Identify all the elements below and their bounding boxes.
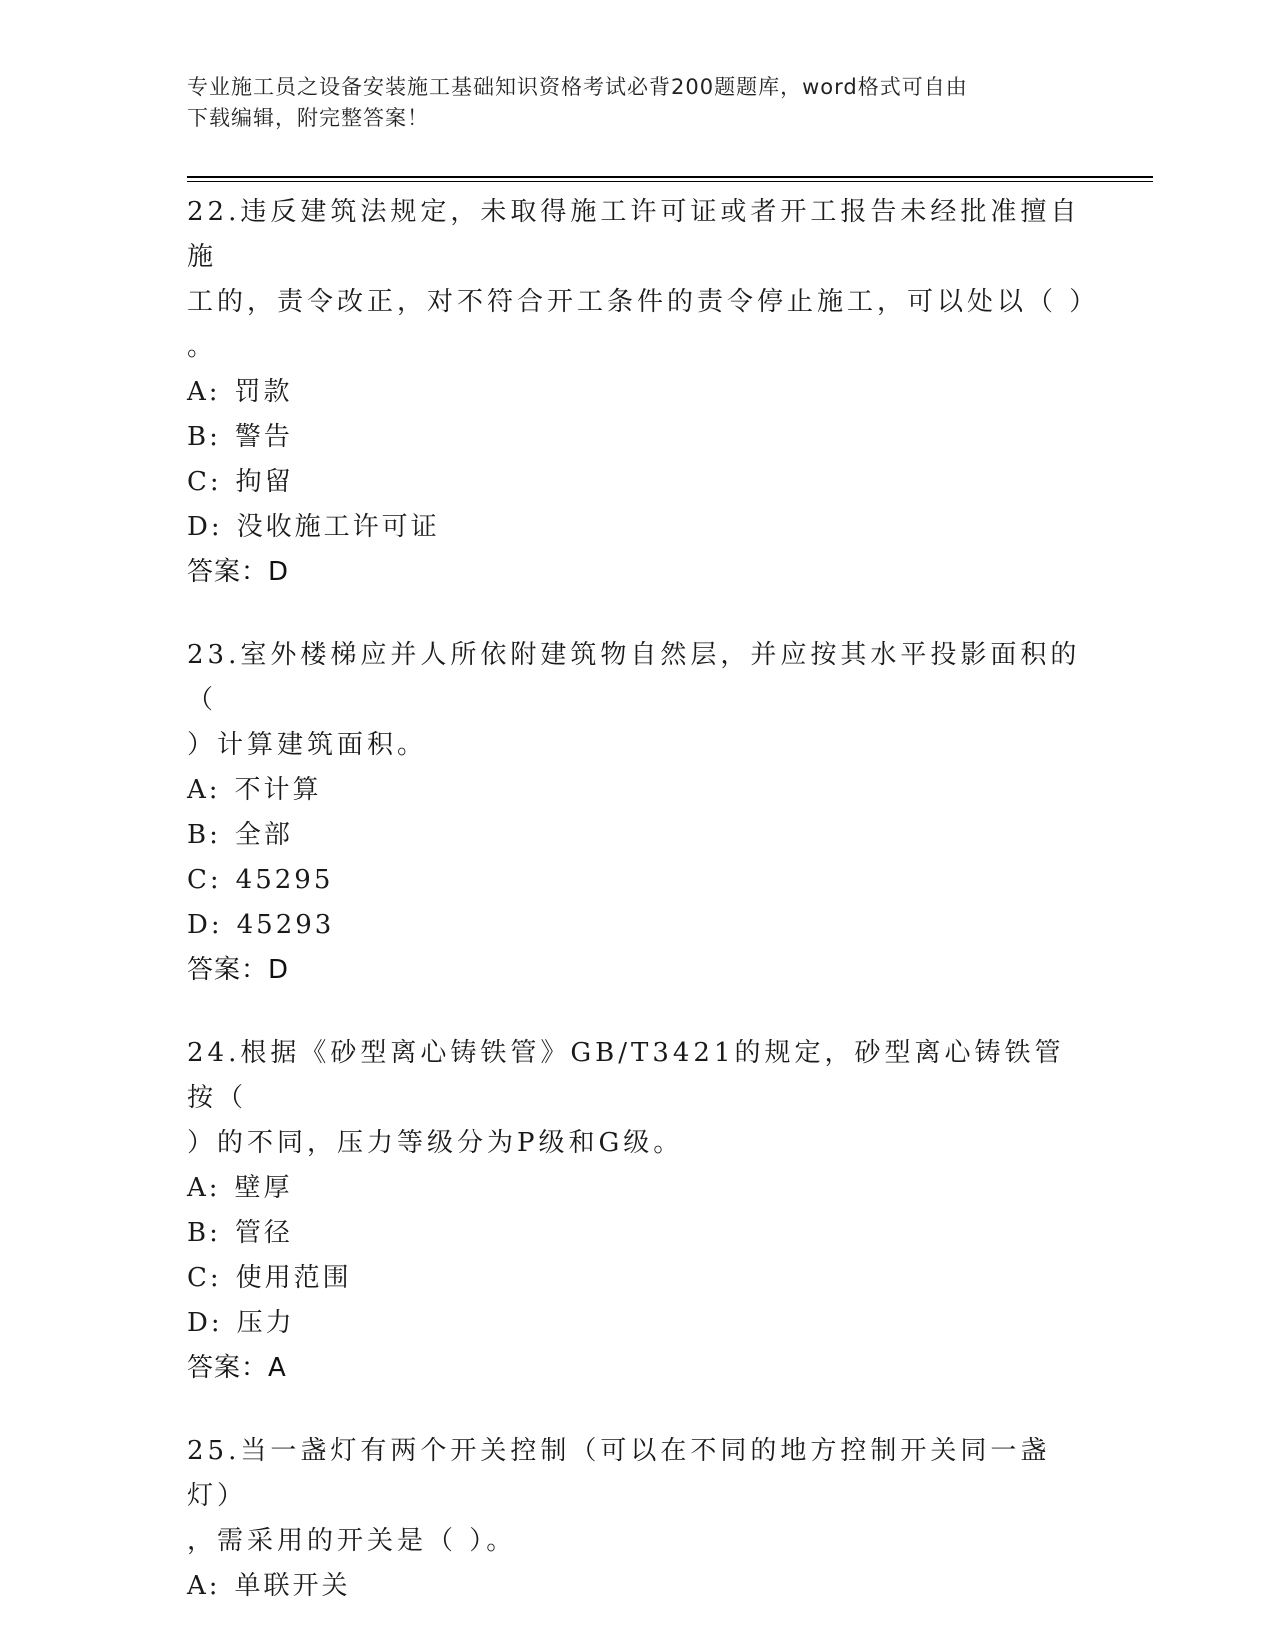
- option-text: 没收施工许可证: [236, 512, 440, 542]
- option-a: [187, 768, 1087, 813]
- option-c: [187, 460, 1087, 505]
- option-c: [187, 858, 1087, 903]
- option-letter: B:: [187, 422, 221, 452]
- question-25: [187, 1429, 1087, 1609]
- question-24: [187, 1031, 1087, 1391]
- option-b: [187, 813, 1087, 858]
- option-letter: C:: [187, 467, 222, 497]
- option-b: [187, 1211, 1087, 1256]
- option-a: [187, 370, 1087, 415]
- question-list: [187, 190, 1100, 1647]
- header-divider-thin: [187, 181, 1153, 182]
- option-d: [187, 1301, 1087, 1346]
- option-letter: C:: [187, 865, 222, 895]
- option-text: 拘留: [235, 467, 294, 497]
- option-letter: D:: [187, 512, 223, 542]
- option-d: [187, 903, 1087, 948]
- question-22: [187, 190, 1100, 595]
- answer-text: 答案：D: [187, 557, 290, 587]
- option-text: 45293: [236, 910, 335, 940]
- option-text: 压力: [236, 1308, 295, 1338]
- option-text: 警告: [234, 422, 293, 452]
- option-text: 45295: [235, 865, 334, 895]
- option-letter: A:: [187, 1571, 221, 1601]
- question-text-line: ）计算建筑面积。: [187, 730, 428, 760]
- option-text: 使用范围: [235, 1263, 352, 1293]
- option-letter: C:: [187, 1263, 222, 1293]
- question-text-line: ，需采用的开关是（ ）。: [187, 1526, 517, 1556]
- option-letter: A:: [187, 377, 221, 407]
- header-line-1: 专业施工员之设备安装施工基础知识资格考试必背200题题库，word格式可自由: [187, 75, 968, 99]
- question-text-line: 24.根据《砂型离心铸铁管》GB/T3421的规定，砂型离心铸铁管按（: [187, 1038, 1065, 1113]
- option-a: [187, 1166, 1087, 1211]
- answer-text: 答案：A: [187, 1353, 287, 1383]
- option-text: 不计算: [234, 775, 322, 805]
- question-text-line: 23.室外楼梯应并人所依附建筑物自然层，并应按其水平投影面积的（: [187, 640, 1081, 715]
- option-text: 罚款: [234, 377, 293, 407]
- option-letter: D:: [187, 910, 223, 940]
- question-text-line: ）的不同，压力等级分为P级和G级。: [187, 1128, 684, 1158]
- option-text: 全部: [234, 820, 293, 850]
- option-letter: B:: [187, 1218, 221, 1248]
- option-b: [187, 415, 1087, 460]
- header-divider-thick: [187, 176, 1153, 178]
- answer-text: 答案：D: [187, 955, 290, 985]
- option-d: [187, 505, 1087, 550]
- option-text: 管径: [234, 1218, 293, 1248]
- option-letter: A:: [187, 1173, 221, 1203]
- question-text-line: 。: [187, 332, 218, 362]
- option-text: 单联开关: [234, 1571, 351, 1601]
- option-letter: B:: [187, 820, 221, 850]
- question-text-line: 25.当一盏灯有两个开关控制（可以在不同的地方控制开关同一盏灯）: [187, 1436, 1051, 1511]
- question-text-line: 工的，责令改正，对不符合开工条件的责令停止施工，可以处以（ ）: [187, 287, 1100, 317]
- option-letter: D:: [187, 1308, 223, 1338]
- option-a: [187, 1564, 1087, 1609]
- header-line-2: 下载编辑，附完整答案！: [187, 106, 429, 130]
- option-text: 壁厚: [234, 1173, 293, 1203]
- option-letter: A:: [187, 775, 221, 805]
- question-23: [187, 633, 1087, 993]
- document-header: [187, 72, 1067, 134]
- option-c: [187, 1256, 1087, 1301]
- question-text-line: 22.违反建筑法规定，未取得施工许可证或者开工报告未经批准擅自施: [187, 197, 1081, 272]
